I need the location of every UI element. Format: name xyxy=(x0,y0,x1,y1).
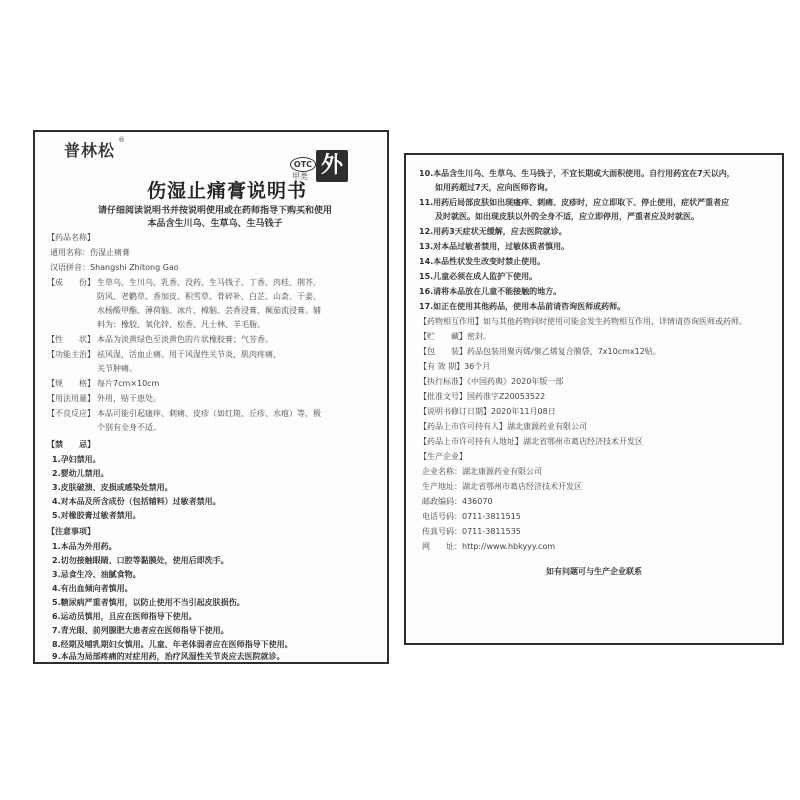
contra-item: 5.对橡胶膏过敏者禁用。 xyxy=(52,511,141,520)
caution-item: 14.本品性状发生改变时禁止使用。 xyxy=(419,257,546,266)
pinyin-name: 汉语拼音：Shangshi Zhitong Gao xyxy=(50,263,179,272)
contact-footer: 如有问题可与生产企业联系 xyxy=(546,567,642,576)
storage-text: 【贮 藏】密封。 xyxy=(419,332,491,341)
contra-item: 2.婴幼儿禁用。 xyxy=(52,469,109,478)
caution-item: 8.经期及哺乳期妇女慎用。儿童、年老体弱者应在医师指导下使用。 xyxy=(52,640,293,649)
spec-label: 【规 格】 xyxy=(47,379,95,388)
company-address: 生产地址：湖北省鄂州市葛店经济技术开发区 xyxy=(422,482,582,491)
indication-label: 【功能主治】 xyxy=(47,350,95,359)
validity-text: 【有 效 期】36个月 xyxy=(419,362,491,371)
properties-label: 【性 状】 xyxy=(47,335,95,344)
caution-item: 9.本品为局部疼痛的对症用药，治疗风湿性关节炎应去医院就诊。 xyxy=(52,652,285,661)
caution-item: 6.运动员慎用，且应在医师指导下使用。 xyxy=(52,612,197,621)
caution-label: 【注意事项】 xyxy=(47,527,95,536)
section-drug-name: 【药品名称】 xyxy=(47,233,95,242)
caution-item: 3.忌食生冷、油腻食物。 xyxy=(52,570,141,579)
caution-item: 11.用药后局部皮肤如出现瘙痒、刺痛、皮疹时，应立即取下、停止使用，症状严重者应 xyxy=(419,198,730,207)
composition-line: 料为：橡胶、氧化锌、松香、凡士林、羊毛脂。 xyxy=(97,320,265,329)
adverse-label: 【不良反应】 xyxy=(47,409,95,418)
caution-item: 5.糖尿病严重者慎用，以防止使用不当引起皮肤损伤。 xyxy=(52,598,245,607)
indication-line: 关节肿痛。 xyxy=(97,364,137,373)
caution-item: 15.儿童必须在成人监护下使用。 xyxy=(419,272,538,281)
fax-number: 传真号码：0711-3811535 xyxy=(422,527,521,536)
composition-line: 生草乌、生川乌、乳香、没药、生马钱子、丁香、肉桂、荆芥、 xyxy=(97,278,321,287)
phone-number: 电话号码：0711-3811515 xyxy=(422,512,521,521)
caution-item: 4.有出血倾向者慎用。 xyxy=(52,584,133,593)
interaction-text: 【药物相互作用】如与其他药物同时使用可能会发生药物相互作用，详情请咨询医师或药师。 xyxy=(419,317,747,326)
caution-item: 1.本品为外用药。 xyxy=(52,542,117,551)
brand-logo-text: 普林松 xyxy=(64,141,116,160)
caution-item: 10.本品含生川乌、生草乌、生马钱子，不宜长期或大面积使用。自行用药宜在7天以内， xyxy=(419,169,735,178)
company-name: 企业名称：湖北康源药业有限公司 xyxy=(422,467,542,476)
caution-item: 2.切勿接触眼睛、口腔等黏膜处，使用后即洗手。 xyxy=(52,556,229,565)
caution-item: 12.用药3天症状无缓解，应去医院就诊。 xyxy=(419,227,567,236)
caution-item: 16.请将本品放在儿童不能接触的地方。 xyxy=(419,287,562,296)
external-use-mark: 外 xyxy=(316,150,348,182)
revision-date: 【说明书修订日期】2020年11月08日 xyxy=(419,407,556,416)
composition-line: 防风、老鹳草、香加皮、积雪草、骨碎补、白芷、山柰、干姜、 xyxy=(97,292,321,301)
caution-item: 13.对本品过敏者禁用，过敏体质者慎用。 xyxy=(419,242,570,251)
package-text: 【包 装】药品包装用聚丙烯/聚乙烯复合膜袋，7x10cmx12贴。 xyxy=(419,347,661,356)
mah-text: 【药品上市许可持有人】湖北康源药业有限公司 xyxy=(419,422,587,431)
website-link[interactable]: 网 址：http://www.hbkyyy.com xyxy=(422,542,556,551)
standard-text: 【执行标准】《中国药典》2020年版一部 xyxy=(419,377,564,386)
postcode: 邮政编码：436070 xyxy=(422,497,493,506)
registered-mark: ® xyxy=(118,136,125,144)
document-title: 伤湿止痛膏说明书 xyxy=(147,180,308,202)
composition-line: 水杨酸甲酯、薄荷脑、冰片、樟脑、芸香浸膏、颠茄流浸膏。辅 xyxy=(97,306,321,315)
otc-badge-icon: OTC xyxy=(290,157,316,172)
contra-item: 3.皮肤破溃、皮损或感染处禁用。 xyxy=(52,483,173,492)
contra-item: 1.孕妇禁用。 xyxy=(52,455,101,464)
generic-name: 通用名称：伤湿止痛膏 xyxy=(50,248,130,257)
manufacturer-label: 【生产企业】 xyxy=(419,452,467,461)
caution-item: 7.青光眼、前列腺肥大患者应在医师指导下使用。 xyxy=(52,626,229,635)
usage-label: 【用法用量】 xyxy=(47,394,95,403)
adverse-line: 本品可能引起瘙痒、刺痛、皮疹（如红斑、丘疹、水疱）等，极 xyxy=(97,409,321,418)
contra-item: 4.对本品及所含成份（包括辅料）过敏者禁用。 xyxy=(52,497,221,506)
otc-class-label: 甲类 xyxy=(292,172,308,181)
caution-item: 17.如正在使用其他药品，使用本品前请咨询医师或药师。 xyxy=(419,302,626,311)
caution-item: 如用药超过7天，应向医师咨询。 xyxy=(419,183,553,192)
mah-address: 【药品上市许可持有人地址】湖北省鄂州市葛店经济技术开发区 xyxy=(419,437,643,446)
ingredient-warning: 本品含生川乌、生草乌、生马钱子 xyxy=(147,219,283,229)
usage-text: 外用，贴于患处。 xyxy=(97,394,161,403)
contra-label: 【禁 忌】 xyxy=(47,440,95,449)
approval-number: 【批准文号】国药准字Z20053522 xyxy=(419,392,546,401)
indication-line: 祛风湿，活血止痛。用于风湿性关节炎，肌肉疼痛， xyxy=(97,350,281,359)
spec-text: 每片7cm×10cm xyxy=(97,379,160,388)
composition-label: 【成 份】 xyxy=(47,278,95,287)
usage-notice: 请仔细阅读说明书并按说明使用或在药师指导下购买和使用 xyxy=(97,206,332,216)
properties-text: 本品为淡黄绿色至淡黄色的片状橡胶膏；气芳香。 xyxy=(97,335,273,344)
caution-item: 及时就医。如出现皮肤以外的全身不适，应立即停用，严重者应及时就医。 xyxy=(419,212,699,221)
adverse-line: 个别有全身不适。 xyxy=(97,423,161,432)
